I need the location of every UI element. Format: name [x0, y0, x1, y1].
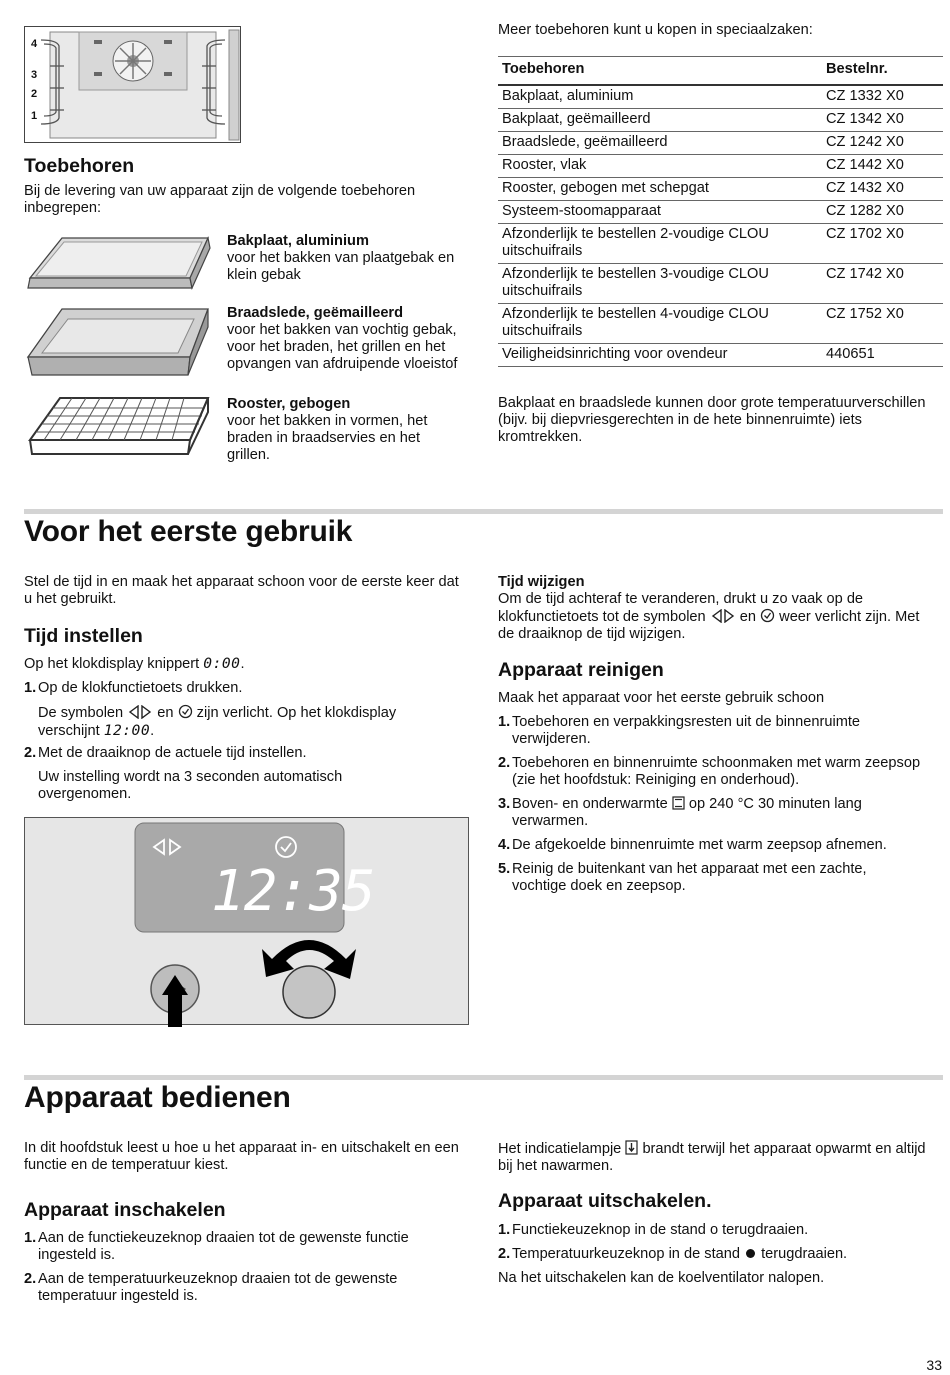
- off-position-dot-icon: [746, 1249, 755, 1258]
- table-cell-code: 440651: [826, 346, 875, 362]
- table-cell-item: Bakplaat, aluminium: [502, 88, 634, 104]
- table-cell-code: CZ 1332 X0: [826, 88, 904, 104]
- table-cell-item: Veiligheidsinrichting voor ovendeur: [502, 346, 728, 362]
- step-text: De afgekoelde binnenruimte met warm zeepsop afnemen.: [512, 837, 887, 853]
- accessory-description: voor het bakken van plaatgebak en klein gebak: [227, 250, 455, 283]
- result-text: zijn verlicht. Op het klokdisplay verschijnt: [38, 705, 397, 739]
- step-number: 2.: [498, 1246, 511, 1262]
- step-text: Op de klokfunctietoets drukken.: [38, 680, 243, 696]
- clock-display-value: 0:00: [203, 655, 241, 672]
- table-cell-item: Systeem-stoomapparaat: [502, 203, 661, 219]
- table-row: [498, 85, 943, 109]
- indicator-lamp-note: [498, 1140, 938, 1175]
- step-text: [512, 796, 932, 830]
- clock-display-value: 12:00: [103, 722, 151, 739]
- table-cell-item: Braadslede, geëmailleerd: [502, 134, 668, 150]
- table-cell-code: CZ 1432 X0: [826, 180, 904, 196]
- warping-note: Bakplaat en braadslede kunnen door grote temperatuurverschillen (bijv. bij diepvriesgerechten in de hete binnenruimte) iets kromtrekken.: [498, 395, 926, 445]
- table-cell-code: CZ 1752 X0: [826, 306, 904, 322]
- clock-display-digits: 12:35: [211, 859, 375, 924]
- wire-rack-illustration: [22, 394, 212, 466]
- baking-tray-illustration: [22, 234, 212, 298]
- step-text-a: Temperatuurkeuzeknop in de stand: [512, 1246, 740, 1262]
- step-text-a: Boven- en onderwarmte: [512, 796, 668, 812]
- lamp-text-a: Het indicatielampje: [498, 1141, 622, 1157]
- period: .: [240, 656, 245, 672]
- clean-intro: Maak het apparaat voor het eerste gebruik schoon: [498, 690, 825, 706]
- step-number: 1.: [24, 1230, 37, 1246]
- table-row: [498, 132, 943, 155]
- switch-off-heading: Apparaat uitschakelen.: [498, 1190, 712, 1212]
- first-use-intro: Stel de tijd in en maak het apparaat schoon voor de eerste keer dat u het gebruikt.: [24, 574, 459, 607]
- accessories-intro: Bij de levering van uw apparaat zijn de volgende toebehoren inbegrepen:: [24, 183, 416, 216]
- lamp-text-b: brandt terwijl het apparaat opwarmt en altijd bij het nawarmen.: [498, 1141, 926, 1174]
- change-time-text-a: Om de tijd achteraf te veranderen, drukt u zo vaak op de klokfunctietoets tot de symbolen: [498, 591, 864, 625]
- step-text: Reinig de buitenkant van het apparaat met een zachte, vochtige doek en zeepsop.: [512, 861, 867, 894]
- step-number: 1.: [498, 1222, 511, 1238]
- accessory-name: Braadslede, geëmailleerd: [227, 305, 404, 321]
- clock-icon: [178, 704, 193, 719]
- step-number: 2.: [498, 755, 511, 771]
- accessory-item: [227, 305, 472, 373]
- accessory-item: [227, 396, 459, 464]
- result-text: De symbolen: [38, 705, 124, 721]
- step-text: Aan de temperatuurkeuzeknop draaien tot de gewenste temperatuur ingesteld is.: [38, 1271, 398, 1304]
- section-title: Apparaat bedienen: [24, 1081, 291, 1114]
- accessory-item: [227, 233, 472, 284]
- clean-heading: Apparaat reinigen: [498, 659, 664, 681]
- step-text-b: terugdraaien.: [761, 1246, 848, 1262]
- accessories-heading: Toebehoren: [24, 155, 135, 177]
- rack-level-label: 2: [31, 88, 38, 100]
- step-result: Uw instelling wordt na 3 seconden automatisch overgenomen.: [38, 769, 343, 802]
- rack-level-label: 3: [31, 69, 38, 81]
- result-text: en: [157, 705, 174, 721]
- step-text: Aan de functiekeuzeknop draaien tot de gewenste functie ingesteld is.: [38, 1230, 409, 1263]
- step-number: 2.: [24, 1271, 37, 1287]
- table-cell-code: CZ 1742 X0: [826, 266, 904, 282]
- switch-off-note: Na het uitschakelen kan de koelventilator nalopen.: [498, 1270, 825, 1286]
- step-text: Toebehoren en verpakkingsresten uit de binnenruimte verwijderen.: [512, 714, 861, 747]
- rack-level-label: 1: [31, 110, 38, 122]
- step-number: 2.: [24, 745, 37, 761]
- step-number: 5.: [498, 861, 511, 877]
- step-number: 3.: [498, 796, 511, 812]
- section-title: Voor het eerste gebruik: [24, 515, 353, 548]
- table-cell-code: CZ 1242 X0: [826, 134, 904, 150]
- clock-function-icon: [710, 609, 736, 623]
- change-time-text: [498, 591, 938, 643]
- table-cell-item: Afzonderlijk te bestellen 4-voudige CLOU uitschuifrails: [502, 306, 769, 339]
- column-header: Toebehoren: [502, 61, 585, 77]
- table-row: [498, 155, 943, 178]
- roasting-pan-illustration: [22, 305, 212, 385]
- change-time-heading: Tijd wijzigen: [498, 574, 585, 590]
- step-result: [38, 704, 458, 740]
- switch-on-heading: Apparaat inschakelen: [24, 1199, 226, 1221]
- table-cell-code: CZ 1342 X0: [826, 111, 904, 127]
- oven-interior-illustration: [24, 26, 244, 144]
- clock-icon: [760, 608, 775, 623]
- step-number: 4.: [498, 837, 511, 853]
- top-bottom-heat-icon: [672, 796, 685, 810]
- table-row: [498, 109, 943, 132]
- column-header: Bestelnr.: [826, 61, 888, 77]
- accessory-description: voor het bakken van vochtig gebak, voor het braden, het grillen en het opvangen van afdruipende vloeistof: [227, 322, 458, 372]
- set-time-heading: Tijd instellen: [24, 625, 143, 647]
- accessories-order-table: [498, 56, 943, 367]
- table-cell-code: CZ 1442 X0: [826, 157, 904, 173]
- step-text: Functiekeuzeknop in de stand o terugdraaien.: [512, 1222, 809, 1238]
- shop-intro: Meer toebehoren kunt u kopen in speciaalzaken:: [498, 22, 813, 38]
- table-row: [498, 201, 943, 224]
- rack-level-label: 4: [31, 38, 38, 50]
- table-cell-item: Bakplaat, geëmailleerd: [502, 111, 651, 127]
- accessory-name: Bakplaat, aluminium: [227, 233, 369, 249]
- page-number: 33: [926, 1357, 942, 1373]
- step-text-b: op 240 °C 30 minuten lang verwarmen.: [512, 796, 862, 829]
- table-cell-code: CZ 1702 X0: [826, 226, 904, 242]
- table-cell-item: Rooster, vlak: [502, 157, 587, 173]
- table-cell-code: CZ 1282 X0: [826, 203, 904, 219]
- clock-function-icon: [127, 705, 153, 719]
- step-text: Met de draaiknop de actuele tijd instellen.: [38, 745, 307, 761]
- table-row: [498, 344, 943, 367]
- table-header-row: [498, 57, 943, 86]
- change-time-text-b: en: [739, 609, 757, 625]
- set-time-lead-text: Op het klokdisplay knippert: [24, 656, 200, 672]
- period: .: [150, 723, 155, 739]
- table-row: [498, 304, 943, 344]
- step-text: Toebehoren en binnenruimte schoonmaken met warm zeepsop (zie het hoofdstuk: Reiniging en onderhoud).: [512, 755, 921, 788]
- step-text: [512, 1246, 932, 1263]
- heating-indicator-icon: [625, 1140, 638, 1155]
- accessory-name: Rooster, gebogen: [227, 396, 351, 412]
- change-time-text-c: weer verlicht zijn. Met de draaiknop de tijd wijzigen.: [498, 609, 920, 642]
- table-cell-item: Afzonderlijk te bestellen 3-voudige CLOU uitschuifrails: [502, 266, 769, 299]
- table-row: [498, 224, 943, 264]
- table-cell-item: Rooster, gebogen met schepgat: [502, 180, 709, 196]
- table-row: [498, 178, 943, 201]
- set-time-lead: [24, 655, 245, 673]
- operate-intro: In dit hoofdstuk leest u hoe u het apparaat in- en uitschakelt en een functie en de temperatuur kiest.: [24, 1140, 459, 1173]
- step-number: 1.: [498, 714, 511, 730]
- accessory-description: voor het bakken in vormen, het braden in braadservies en het grillen.: [227, 413, 428, 463]
- table-row: [498, 264, 943, 304]
- step-number: 1.: [24, 680, 37, 696]
- table-cell-item: Afzonderlijk te bestellen 2-voudige CLOU uitschuifrails: [502, 226, 769, 259]
